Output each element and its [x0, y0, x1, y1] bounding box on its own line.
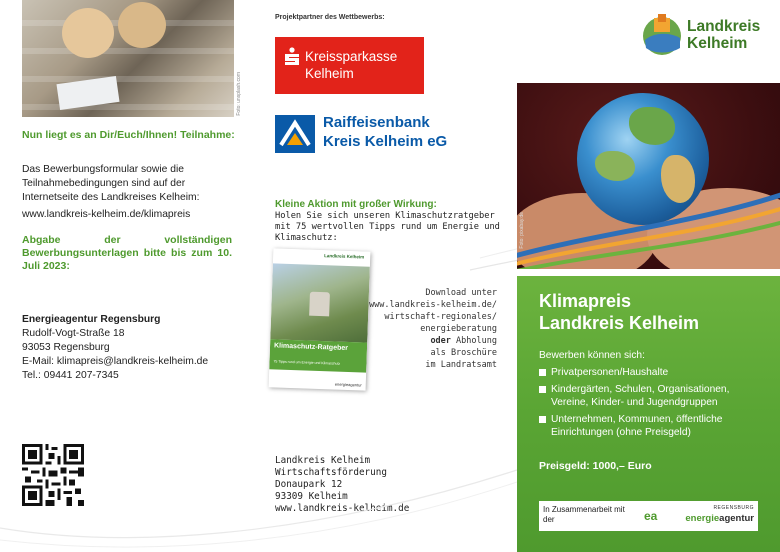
landkreis-name	[687, 18, 760, 52]
prize-money: Preisgeld: 1000,– Euro	[539, 460, 652, 472]
coop-text: In Zusammenarbeit mit der	[543, 505, 625, 524]
action-text: Holen Sie sich unseren Klimaschutzratgeber mit 75 wertvollen Tipps rund um Energie und Klimaschutz:	[275, 211, 500, 243]
right-panel	[517, 0, 780, 552]
download-line: als Broschüre	[430, 348, 497, 358]
action-block	[275, 198, 505, 244]
booklet-subtitle: 75 Tipps rund um Energie und Klimaschutz	[273, 359, 341, 366]
landkreis-emblem-icon	[640, 12, 684, 56]
logo-line2: Kelheim	[687, 35, 748, 52]
agency-name: Energieagentur Regensburg	[22, 314, 161, 325]
download-info	[357, 287, 497, 371]
raiffeisen-line2: Kreis Kelheim eG	[323, 133, 448, 150]
download-line: Download unter	[425, 288, 497, 298]
ea-region: REGENSBURG	[713, 505, 754, 511]
list-item: Privatpersonen/Haushalte	[539, 366, 761, 379]
agency-email[interactable]: E-Mail: klimapreis@landkreis-kelheim.de	[22, 356, 209, 367]
climate-guide-booklet[interactable]	[269, 248, 371, 390]
main-title	[539, 290, 699, 334]
download-line: im Landratsamt	[425, 360, 497, 370]
call-text: Das Bewerbungsformular sowie die Teilnahmebedingungen sind auf der Internetseite des Landkreises Kelheim:	[22, 164, 200, 203]
address-line: Wirtschaftsförderung	[275, 467, 387, 478]
child-head	[118, 2, 166, 48]
title-line2: Landkreis Kelheim	[539, 313, 700, 333]
call-heading: Nun liegt es an Dir/Euch/Ihnen! Teilnahme:	[22, 129, 235, 141]
address-line: Landkreis Kelheim	[275, 455, 371, 466]
raiffeisen-mark-icon	[275, 115, 315, 153]
agency-city: 93053 Regensburg	[22, 342, 110, 353]
middle-panel	[260, 0, 517, 552]
download-url[interactable]: wirtschaft-regionales/	[384, 312, 497, 322]
action-heading: Kleine Aktion mit großer Wirkung:	[275, 199, 437, 210]
logo-line1: Landkreis	[687, 18, 761, 35]
agency-street: Rudolf-Vogt-Straße 18	[22, 328, 125, 339]
deadline-text: Abgabe der vollständigen Bewerbungsunterlagen bitte bis zum 10. Juli 2023:	[22, 234, 232, 272]
monument-shape	[309, 292, 330, 317]
energieagentur-logo[interactable]	[644, 505, 754, 527]
cooperation-box	[539, 501, 758, 531]
booklet-footer: energieagentur	[334, 381, 362, 388]
raiffeisen-logo[interactable]	[275, 113, 475, 155]
ea-word1: energie	[685, 513, 720, 524]
raiffeisen-line1: Raiffeisenbank	[323, 114, 430, 131]
address-url[interactable]: www.landkreis-kelheim.de	[275, 503, 410, 514]
address-line: 93309 Kelheim	[275, 491, 348, 502]
apply-label: Bewerben können sich:	[539, 350, 645, 361]
address-line: Donaupark 12	[275, 479, 343, 490]
agency-phone: Tel.: 09441 207-7345	[22, 370, 119, 381]
info-panel	[517, 276, 780, 552]
sparkasse-logo[interactable]	[275, 37, 424, 94]
globe-photo	[517, 83, 780, 269]
raiffeisen-name	[323, 113, 447, 151]
eligibility-list	[539, 349, 761, 439]
booklet-logo: Landkreis Kelheim	[324, 253, 365, 260]
list-item: Kindergärten, Schulen, Organisationen, Vereine, Kinder- und Jugendgruppen	[539, 383, 761, 409]
energieagentur-icon: ea	[644, 509, 658, 523]
landkreis-logo[interactable]	[640, 12, 775, 58]
download-url[interactable]: energieberatung	[420, 324, 497, 334]
child-head	[62, 8, 114, 58]
sparkasse-line2: Kelheim	[305, 66, 354, 81]
booklet-title: Klimaschutz-Ratgeber	[273, 342, 349, 353]
sparkasse-name	[305, 48, 397, 82]
sparkasse-s-icon	[283, 47, 301, 65]
download-or: oder	[430, 336, 451, 346]
ea-word2: agentur	[719, 513, 754, 524]
download-line: Abholung	[456, 336, 497, 346]
partners-label: Projektpartner des Wettbewerbs:	[275, 14, 385, 21]
call-url[interactable]: www.landkreis-kelheim.de/klimapreis	[22, 209, 191, 220]
list-item: Unternehmen, Kommunen, öffentliche Einrichtungen (ohne Preisgeld)	[539, 413, 761, 439]
download-url[interactable]: www.landkreis-kelheim.de/	[369, 300, 497, 310]
photo-credit: Foto: unsplash.com	[236, 72, 242, 116]
title-line1: Klimapreis	[539, 291, 632, 311]
children-photo	[22, 0, 234, 117]
qr-code[interactable]	[22, 444, 84, 506]
photo-swoosh	[517, 83, 780, 269]
sparkasse-line1: Kreissparkasse	[305, 49, 398, 64]
address-block	[275, 455, 409, 515]
photo-credit: Foto: pixabay.de	[519, 212, 525, 249]
left-panel	[0, 0, 260, 552]
